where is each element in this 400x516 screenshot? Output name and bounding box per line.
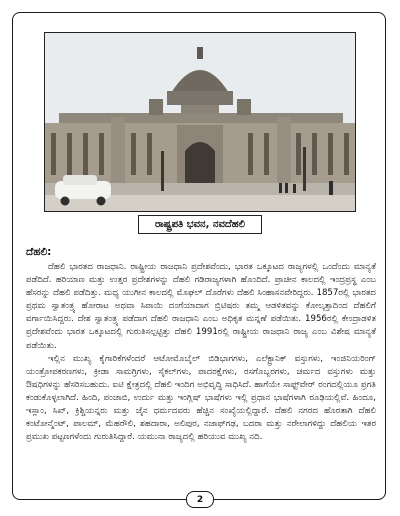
page-number: 2 [186,491,214,508]
section-heading: ದೆಹಲಿ: [26,246,52,258]
page-number-wrap [0,491,400,508]
figure-caption-box [44,211,356,235]
section-content [26,246,376,444]
paragraph-1: ದೆಹಲಿ ಭಾರತದ ರಾಜಧಾನಿ. ರಾಷ್ಟ್ರೀಯ ರಾಜಧಾನಿ ಪ್ರದೇಶವೆಂದು, ಭಾರತ ಒಕ್ಕೂಟದ ರಾಜ್ಯಗಳಲ್ಲಿ ಒಂದೆಂದು ಮಾನ್ಯತೆ ಪಡೆದಿದೆ. ಹರಿಯಾಣ ಮತ್ತು ಉತ್ತರ ಪ್ರದೇಶಗಳನ್ನು ದೆಹಲಿ ಗಡಿರಾಜ್ಯಗಳಾಗಿ ಹೊಂದಿದೆ. ಪ್ರಾಚೀನ ಕಾಲದಲ್ಲಿ ಇಂದ್ರಪ್ರಸ್ಥ ಎಂಬ ಹೆಸರನ್ನು ದೆಹಲಿ ಪಡೆದಿತ್ತು. ಮಧ್ಯ ಯುಗೀನ ಕಾಲದಲ್ಲಿ ಮೊಘಲ್ ದೊರೆಗಳು ದೆಹಲಿ ಸಿಂಹಾಸನವೇರಿದ್ದರು. 1857ರಲ್ಲಿ ಭಾರತದ ಪ್ರಥಮ ಸ್ವಾತಂತ್ರ್ಯ ಹೋರಾಟ ಅಥವಾ ಸಿಪಾಯಿ ದಂಗೆಯಾದಾಗ ಬ್ರಿಟಿಷರು ತಮ್ಮ ಆಡಳಿತವನ್ನು ಕೋಲ್ಕತ್ತಾದಿಂದ ದೆಹಲಿಗೆ ವರ್ಗಾಯಿಸಿದ್ದರು. ದೇಶ ಸ್ವಾತಂತ್ರ್ಯ ಪಡೆದಾಗ ದೆಹಲಿ ರಾಜಧಾನಿ ಎಂಬ ಅಧಿಕೃತ ಮನ್ನಣೆ ಪಡೆಯಿತು. 1956ರಲ್ಲಿ ಕೇಂದ್ರಾಡಳಿತ ಪ್ರದೇಶವೆಂದು ಭಾರತ ಒಕ್ಕೂಟದಲ್ಲಿ ಗುರುತಿಸಲ್ಪಟ್ಟಿತ್ತು ದೆಹಲಿ 1991ರಲ್ಲಿ ರಾಷ್ಟ್ರೀಯ ರಾಜಧಾನಿ ರಾಜ್ಯ ಎಂಬ ವಿಶೇಷ ಮಾನ್ಯತೆ ಪಡೆಯಿತು. [26,262,376,351]
rashtrapati-bhavan-photo [44,32,356,212]
figure-caption: ರಾಷ್ಟ್ರಪತಿ ಭವನ, ನವದೆಹಲಿ [138,215,262,234]
paragraph-2: ಇಲ್ಲಿನ ಮುಖ್ಯ ಕೈಗಾರಿಕೆಗಳೆಂದರೆ ಆಟೋಮೊಬೈಲ್ ಬಿಡಿಭಾಗಗಳು, ಎಲೆಕ್ಟ್ರಾನಿಕ್ ವಸ್ತುಗಳು, ಇಂಜಿನಿಯರಿಂಗ್ ಯಂತ್ರೋಪಕರಣಗಳು, ಕ್ರೀಡಾ ಸಾಮಗ್ರಿಗಳು, ಸೈಕಲ್‌ಗಳು, ಪಾದರಕ್ಷೆಗಳು, ರಸಗೊಬ್ಬರಗಳು, ಚರ್ಮದ ವಸ್ತುಗಳು ಮತ್ತು ಔಷಧಿಗಳನ್ನು ಹೆಸರಿಸಬಹುದು. ಐಟಿ ಕ್ಷೇತ್ರದಲ್ಲಿ ದೆಹಲಿ ಇಂದಿಗ ಅಭಿವೃದ್ಧಿ ಸಾಧಿಸಿದೆ. ಹಾಗೆಯೇ ಸಾಫ್ಟ್‌ವೇರ್ ರಂಗದಲ್ಲಿಯೂ ಪ್ರಗತಿ ಕಂಡುಕೊಳ್ಳಲಾಗಿದೆ. ಹಿಂದಿ, ಪಂಜಾಬಿ, ಉರ್ದು ಮತ್ತು ಇಂಗ್ಲಿಷ್ ಭಾಷೆಗಳು ಇಲ್ಲಿ ಪ್ರಧಾನ ಭಾಷೆಗಳಾಗಿ ರೂಢಿಯಲ್ಲಿವೆ. ಹಿಂದೂ, ಇಸ್ಲಾಂ, ಸಿಖ್, ಕ್ರಿಶ್ಚಿಯನ್ನರು ಮತ್ತು ಜೈನ ಧರ್ಮದವರು ಹೆಚ್ಚಿನ ಸಂಖ್ಯೆಯಲ್ಲಿದ್ದಾರೆ. ದೆಹಲಿ ನಗರದ ಹೊರತಾಗಿ ದೆಹಲಿ ಕಂಟೋನ್ಮೆಂಟ್, ಪಾಲಮ್, ಮೆಹರೌಲಿ, ಶಹದಾರಾ, ಅಲಿಪುರ, ನಜಾಫ್‌ಗಢ, ಬದರಾ ಮತ್ತು ನರೇಲಾಗಳಿದ್ದು ದೆಹಲಿಯ ಇತರ ಪ್ರಮುಖ ಪಟ್ಟಣಗಳೆಂದು ಗುರುತಿಸಿದ್ದಾರೆ. ಯಮುನಾ ರಾಜ್ಯದಲ್ಲಿ ಹರಿಯುವ ಮುಖ್ಯ ನದಿ. [26,353,376,443]
